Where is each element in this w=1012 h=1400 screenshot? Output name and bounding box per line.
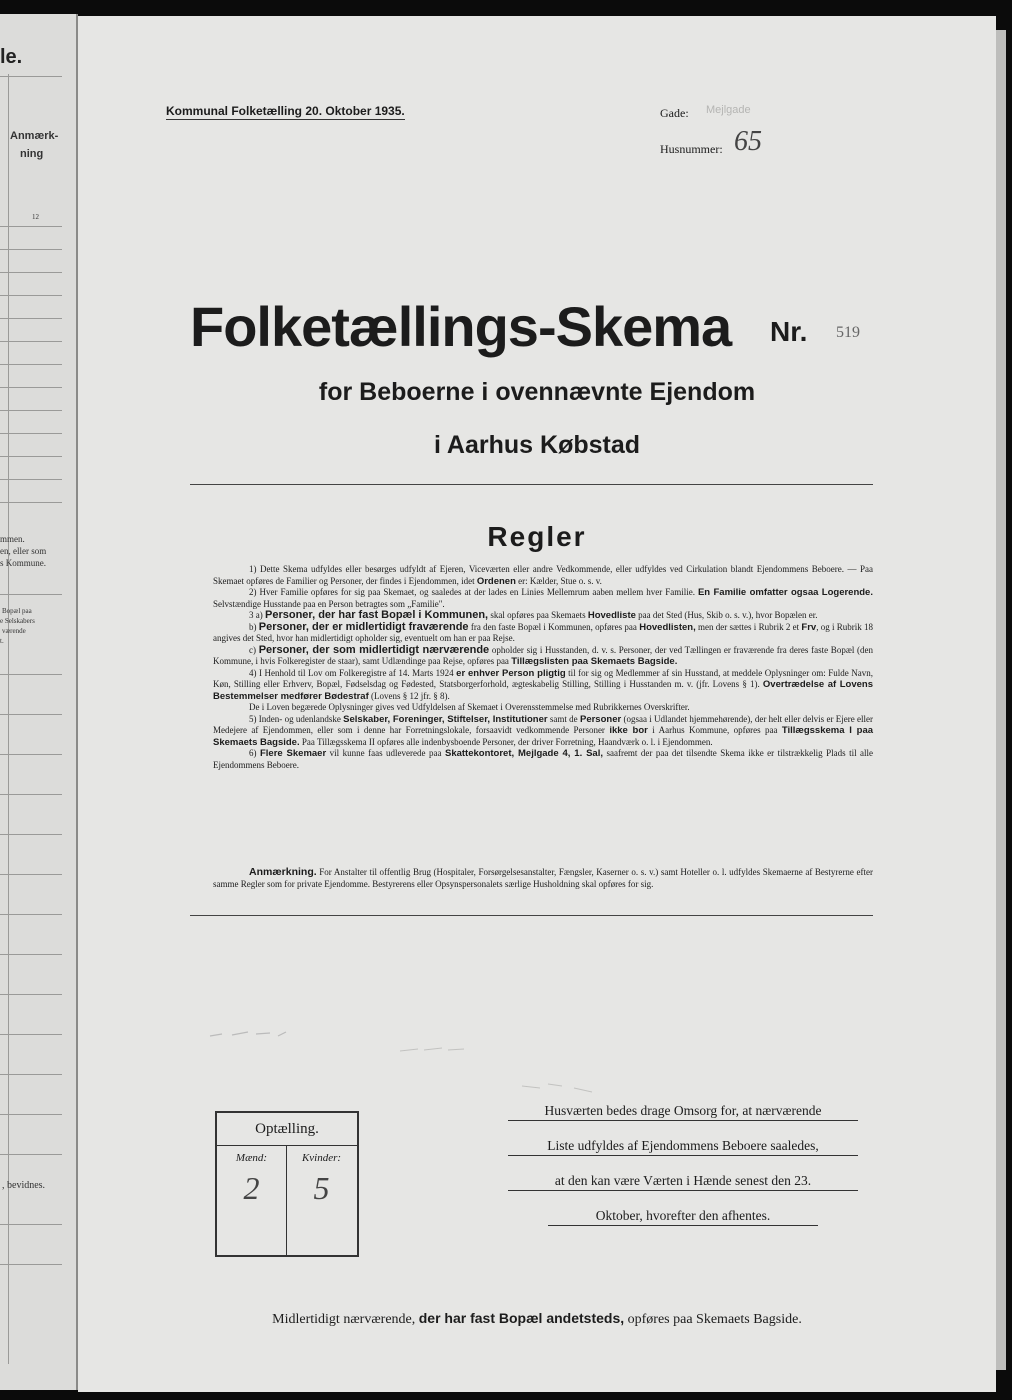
ink-smudge-decoration: [208, 1026, 308, 1040]
left-fragment: le.: [0, 46, 23, 68]
left-fragment: værende: [2, 627, 26, 635]
left-fragment: Bopæl paa: [2, 607, 32, 615]
count-men-column: [217, 1146, 287, 1255]
remark-text: Anmærkning. For Anstalter til offentlig Brug (Hospitaler, Forsørgelsesanstalter, Fængsler, Kaserner o. s. v.) samt Hoteller o. l. udfyldes Skemaerne af Bestyrerne efter samme Regler som for private Ejendomme. Bestyrerens eller Opsynspersonalets særlige Husholdning skal opføres for sig.: [213, 866, 873, 889]
rule-3b: b) Personer, der er midlertidigt fraværende fra den faste Bopæl i Kommunen, opføres paa Hovedlisten, men der sættes i Rubrik 2 et Frv, og i Rubrik 18 angives det Sted, hvor han midlertidigt opholder sig, eventuelt om han er paa Rejse.: [213, 620, 874, 643]
rule-2: 2) Hver Familie opføres for sig paa Skemaet, og saaledes at der lades en Linies Mellemrum aaben mellem hver Familie. En Familie omfatter ogsaa Logerende. Selvstændige Husstande paa en Person betragtes som „Familie".: [213, 587, 873, 609]
left-fragment: en, eller som: [0, 546, 47, 556]
women-count: 5: [313, 1170, 330, 1206]
left-fragment: ning: [20, 148, 44, 160]
count-box: [215, 1111, 359, 1257]
rule-5: 5) Inden- og udenlandske Selskaber, Foreninger, Stiftelser, Institutioner samt de Personer (ogsaa i Udlandet hjemmehørende), der helt eller delvis er Ejere eller Medejere af Ejendommen, eller som i denne har Forretningslokale, forsaavidt vedkommende Personer ikke bor i Aarhus Kommune, opføres paa Tillægsskema I paa Skemaets Bagside. Paa Tillægsskema II opføres alle indenbysboende Personer, der driver Forretning, Haandværk o. l. i Ejendommen.: [213, 713, 874, 748]
count-title: Optælling.: [217, 1113, 357, 1146]
left-page-fragment: [0, 14, 78, 1390]
divider-bottom: [190, 915, 873, 916]
left-fragment: e Selskabers: [0, 617, 35, 625]
census-form-page: [78, 16, 996, 1392]
divider-top: [190, 484, 873, 485]
form-subtitle-1: for Beboerne i ovennævnte Ejendom: [318, 378, 756, 406]
host-note-line-2: Liste udfyldes af Ejendommens Beboere saaledes,: [508, 1138, 858, 1156]
left-fragment: , bevidnes.: [2, 1180, 46, 1191]
rule-6: 6) Flere Skemaer vil kunne faas udleverede paa Skattekontoret, Mejlgade 4, 1. Sal, saafremt der paa det tilsendte Skema ikke er tilstrækkelig Plads til alle Ejendommens Beboere.: [213, 748, 874, 770]
form-title: Folketællings-Skema: [190, 295, 732, 358]
men-label: Mænd:: [235, 1152, 268, 1164]
women-label: Kvinder:: [301, 1152, 342, 1164]
left-fragment: s Kommune.: [0, 558, 46, 568]
rule-3a: 3 a) Personer, der har fast Bopæl i Kommunen, skal opføres paa Skemaets Hovedliste paa det Sted (Hus, Skib o. s. v.), hvor Bopælen er.: [249, 609, 818, 621]
host-note-line-3: at den kan være Værten i Hænde senest den 23.: [508, 1173, 858, 1191]
count-women-column: [287, 1146, 356, 1255]
street-value: Mejlgade: [706, 104, 751, 116]
rule-4: 4) I Henhold til Lov om Folkeregistre af 14. Marts 1924 er enhver Person pligtig til for sig og Medlemmer af sin Husstand, at meddele Oplysninger om: Fulde Navn, Køn, Stilling eller Erhverv, Bopæl, Fødselsdag og Fødested, Statsborgerforhold, ægteskabelig Stilling, Stilling i Husstanden m. v. (jfr. Lovens § 1). Overtrædelse af Lovens Bestemmelser medfører Bødestraf (Lovens § 12 jfr. § 8).: [213, 667, 874, 702]
left-fragment: mmen.: [0, 534, 25, 544]
rules-heading: Regler: [487, 521, 587, 552]
form-subtitle-2: i Aarhus Købstad: [433, 431, 641, 459]
rules-text: [213, 564, 873, 771]
left-fragment: Anmærk-: [10, 130, 59, 142]
rule-1: 1) Dette Skema udfyldes eller besørges udfyldt af Ejeren, Viceværten eller andre Vedkommende, eller udfyldes ved Cirkulation blandt Ejendommens Beboere. — Paa Skemaet opføres de Familier og Personer, der findes i Ejendommen, idet Ordenen er: Kælder, Stue o. s. v.: [213, 564, 873, 587]
census-title: Kommunal Folketælling 20. Oktober 1935.: [166, 104, 405, 118]
footer-note: Midlertidigt nærværende, der har fast Bopæl andetsteds, opføres paa Skemaets Bagside.: [272, 1310, 802, 1327]
ink-smudge-decoration: [518, 1076, 598, 1096]
left-fragment: 12: [32, 213, 39, 221]
house-number-value: 65: [734, 126, 762, 157]
house-number-label: Husnummer:: [660, 142, 723, 156]
rule-4-note: De i Loven begærede Oplysninger gives ved Udfyldelsen af Skemaet i Overensstemmelse med Rubrikkernes Overskrifter.: [249, 702, 690, 712]
ink-smudge-decoration: [398, 1042, 468, 1054]
form-nr-value: 519: [836, 324, 860, 341]
host-note-line-1: Husværten bedes drage Omsorg for, at nærværende: [508, 1103, 858, 1121]
host-note-line-4: Oktober, hvorefter den afhentes.: [548, 1208, 818, 1226]
form-nr-label: Nr.: [770, 316, 808, 347]
street-label: Gade:: [660, 106, 689, 120]
left-fragment: t.: [0, 637, 4, 645]
page-edge: [996, 30, 1006, 1370]
rule-3c: c) Personer, der som midlertidigt nærværende opholder sig i Husstanden, d. v. s. Personer, der ved Tællingen er fraværende fra deres faste Bopæl (den Kommune, i hvis Folkeregister de staar), samt Udlændinge paa Rejse, opføres paa Tillægslisten paa Skemaets Bagside.: [213, 643, 874, 667]
men-count: 2: [243, 1170, 260, 1206]
